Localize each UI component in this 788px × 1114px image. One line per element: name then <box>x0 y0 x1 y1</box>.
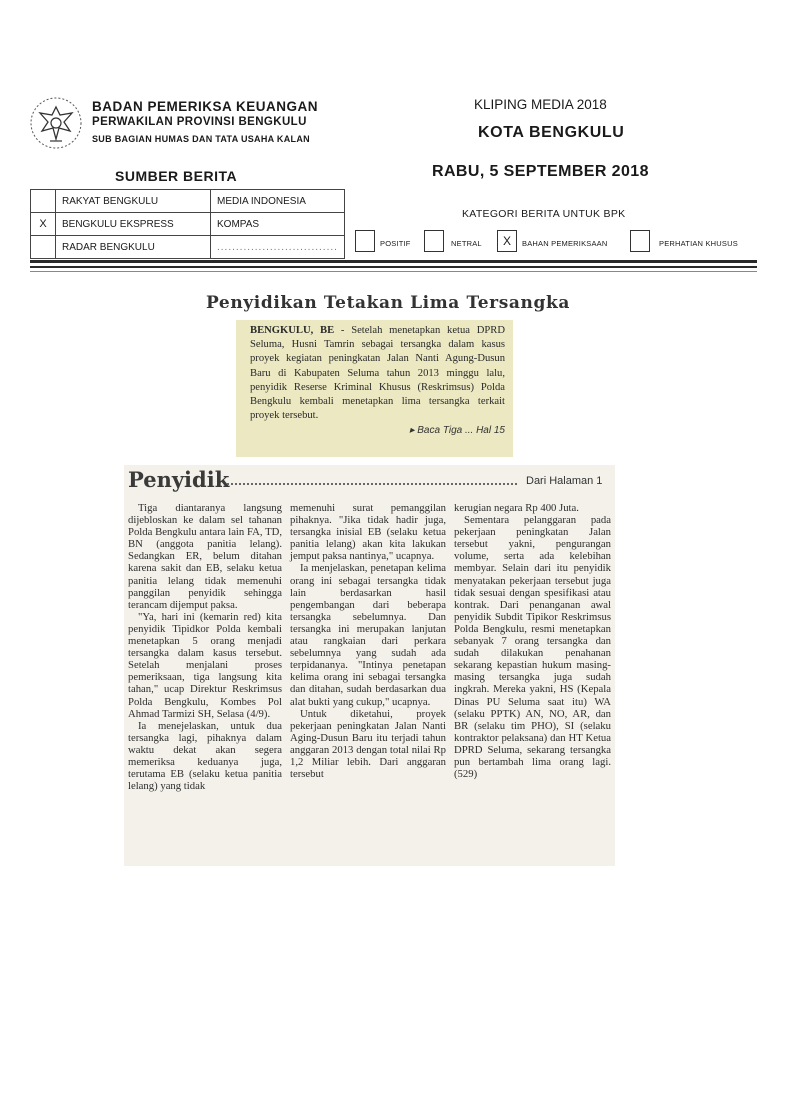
org-branch: PERWAKILAN PROVINSI BENGKULU <box>92 116 307 128</box>
sumber-berita-title: SUMBER BERITA <box>115 168 238 184</box>
continued-from-label: Dari Halaman 1 <box>526 475 603 487</box>
article-column-2 <box>290 502 446 780</box>
org-name: BADAN PEMERIKSA KEUANGAN <box>92 99 319 114</box>
article-paragraph: Sementara pelanggaran pada pekerjaan peningkatan Jalan tersebut yakni, pengurangan volume, serta ada kelebihan membyar. Selain dari itu penyidik menyatakan pekerjaan tersebut juga tidak sesuai dengan spesifikasi atau kontrak. Dari penanganan awal penyidik Subdit Tipikor Reskrimsus Polda Bengkulu, resmi menetapkan sebanyak 7 orang tersangka dan sudah dilakukan penahanan sekarang kepastian hukum masing-masing tersangka juga sudah ingkrah. Mereka yakni, HS (Kepala Dinas PU Seluma saat itu) WA (selaku PPTK) AN, NO, AR, dan BR (selaku tim PHO), SI (selaku kontraktor pelaksana) dan HT Ketua DPRD Seluma, sekarang tersangka pun bertambah lima orang lagi. (529) <box>454 514 611 781</box>
divider <box>30 266 757 268</box>
source-row <box>31 190 345 213</box>
source-name-blank: ................................ <box>211 236 345 259</box>
divider <box>30 260 757 263</box>
article-paragraph: "Ya, hari ini (kemarin red) kita penyidik Tipidkor Polda kembali menetapkan 5 orang menjadi tersangka dalam kasus tersebut. Setelah menjalani proses pemeriksaan, tiga langsung kita tahan," ucap Direktur Reskrimsus Polda Bengkulu, Kombes Pol Ahmad Tarmizi SH, Selasa (4/9). <box>128 610 282 720</box>
divider <box>30 271 757 272</box>
city-label: KOTA BENGKULU <box>478 124 625 141</box>
lead-city: BENGKULU, BE <box>250 325 335 336</box>
article-paragraph: Ia menjelaskan, penetapan kelima orang ini sebagai tersangka tidak lain berdasarkan hasil pengembangan dari beberapa tersangka sebelumnya. Dan tersangka ini merupakan lanjutan atau rangkaian dari perkara sebelumnya yang sudah ada terpidananya. "Intinya penetapan kelima orang ini sebagai tersangka dan ditahan, sudah berdasarkan dua alat bukti yang cukup," ucapnya. <box>290 562 446 708</box>
source-name: BENGKULU EKSPRESS <box>56 213 211 236</box>
article-paragraph: Tiga diantaranya langsung dijebloskan ke dalam sel tahanan Polda Bengkulu antara lain FA, TD, BN (anggota panitia lelang). Sedangkan ER, belum ditahan karena sakit dan EB, selaku ketua panitia lelang tidak memenuhi panggilan penyidik sehingga terancam dijemput paksa. <box>128 502 282 611</box>
source-name: RAKYAT BENGKULU <box>56 190 211 213</box>
article-column-1 <box>128 502 282 792</box>
article-lead-box <box>236 320 513 457</box>
source-name: KOMPAS <box>211 213 345 236</box>
source-name: RADAR BENGKULU <box>56 236 211 259</box>
kliping-label: KLIPING MEDIA 2018 <box>474 97 607 112</box>
article-continuation <box>124 465 615 866</box>
checkbox-bahan-pemeriksaan[interactable]: X <box>497 230 517 252</box>
source-row <box>31 213 345 236</box>
article-paragraph: kerugian negara Rp 400 Juta. <box>454 502 579 514</box>
kategori-title: KATEGORI BERITA UNTUK BPK <box>462 208 626 220</box>
lead-continue: ▸ Baca Tiga ... Hal 15 <box>409 425 505 437</box>
checkbox-label-bahan-pemeriksaan: BAHAN PEMERIKSAAN <box>522 239 608 248</box>
article-paragraph: Untuk diketahui, proyek pekerjaan peningkatan Jalan Nanti Aging-Dusun Baru itu terjadi tahun anggaran 2013 dengan total nilai Rp 1,2 Miliar lebih. Dari anggaran tersebut <box>290 707 446 781</box>
heading-dotted-leader <box>227 483 517 485</box>
org-subunit: SUB BAGIAN HUMAS DAN TATA USAHA KALAN <box>92 134 310 144</box>
checkbox-netral[interactable] <box>424 230 444 252</box>
source-mark: X <box>31 213 56 236</box>
checkbox-label-perhatian-khusus: PERHATIAN KHUSUS <box>659 239 738 248</box>
source-mark <box>31 190 56 213</box>
lead-text: - Setelah menetapkan ketua DPRD Seluma, Husni Tamrin sebagai tersangka dalam kasus proyek kegiatan peningkatan Jalan Nanti Agung-Dusun Baru di Kabupaten Seluma tahun 2013 minggu lalu, penyidik Reserse Kriminal Khusus (Reskrimsus) Polda Bengkulu kembali menetapkan lima tersangka terkait proyek tersebut. <box>250 325 505 422</box>
source-name: MEDIA INDONESIA <box>211 190 345 213</box>
date-label: RABU, 5 SEPTEMBER 2018 <box>432 163 649 180</box>
checkbox-positif[interactable] <box>355 230 375 252</box>
article-headline: Penyidikan Tetakan Lima Tersangka <box>206 293 570 313</box>
source-row <box>31 236 345 259</box>
garuda-emblem-icon <box>28 95 84 151</box>
article-column-3 <box>454 502 611 780</box>
article-paragraph: Ia menejelaskan, untuk dua tersangka lagi, pihaknya dalam waktu dekat akan segera memeriksa keduanya juga, terutama EB (selaku ketua panitia lelang) yang tidak <box>128 719 282 793</box>
checkbox-perhatian-khusus[interactable] <box>630 230 650 252</box>
sumber-berita-table <box>30 189 345 259</box>
checkbox-label-positif: POSITIF <box>380 239 411 248</box>
source-mark <box>31 236 56 259</box>
article-paragraph: memenuhi surat pemanggilan pihaknya. "Jika tidak hadir juga, tersangka inisial EB (selaku ketua panitia lelang) akan kita lakukan jemput paksa nantinya," ucapnya. <box>290 502 446 563</box>
continuation-heading: Penyidik <box>128 467 230 492</box>
checkbox-label-netral: NETRAL <box>451 239 482 248</box>
article-lead-paragraph <box>250 324 505 423</box>
